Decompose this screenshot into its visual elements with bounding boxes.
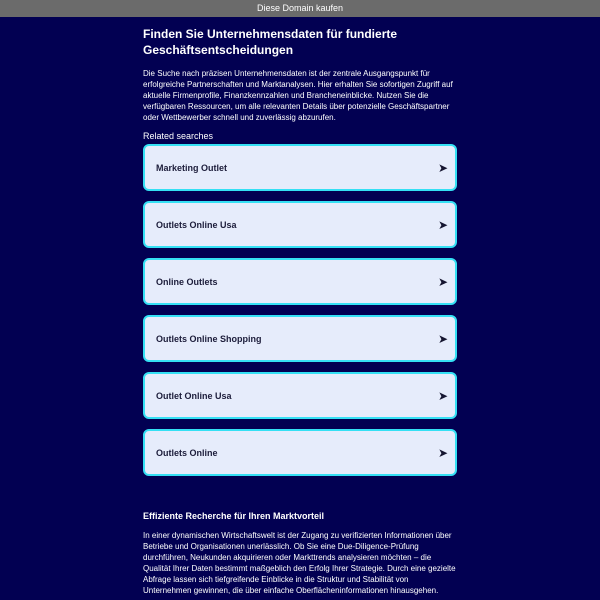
buy-domain-link[interactable]: Diese Domain kaufen xyxy=(256,3,344,13)
topbar xyxy=(0,0,600,17)
related-search-item[interactable] xyxy=(143,144,457,191)
main-content xyxy=(143,17,457,596)
related-searches-list xyxy=(143,144,457,476)
related-search-label: Outlets Online Shopping xyxy=(156,333,262,344)
section-heading: Effiziente Recherche für Ihren Marktvorteil xyxy=(143,511,325,521)
arrow-right-icon: ➤ xyxy=(437,274,448,289)
page-title: Finden Sie Unternehmensdaten für fundierte Geschäftsentscheidungen xyxy=(143,27,398,57)
related-search-item[interactable] xyxy=(143,258,457,305)
related-search-item[interactable] xyxy=(143,201,457,248)
related-search-label: Online Outlets xyxy=(156,276,218,287)
arrow-right-icon: ➤ xyxy=(437,331,448,346)
section-body: In einer dynamischen Wirtschaftswelt ist der Zugang zu verifizierten Informationen über Betriebe und Organisationen unerlässlich. Ob Sie eine Due-Diligence-Prüfung durchführen, Neukunden akquirieren oder Markttrends analysieren möchten – die Qualität Ihrer Daten bestimmt maßgeblich den Erfolg Ihrer Strategie. Durch eine gezielte Abfrage lassen sich tiefgreifende Einblicke in die Struktur und Stabilität von Unternehmen gewinnen, die über einfache Oberflächeninformationen hinausgehen. xyxy=(143,531,456,595)
intro-text: Die Suche nach präzisen Unternehmensdaten ist der zentrale Ausgangspunkt für erfolgreiche Partnerschaften und Marktanalysen. Hier erhalten Sie sofortigen Zugriff auf aktuelle Firmenprofile, Finanzkennzahlen und Brancheneinblicke. Nutzen Sie die verfügbaren Ressourcen, um alle relevanten Details über potenzielle Geschäftspartner oder Wettbewerber schnell und zuverlässig abzurufen. xyxy=(143,69,453,122)
related-search-label: Marketing Outlet xyxy=(156,162,228,173)
related-searches-label: Related searches xyxy=(143,131,214,141)
arrow-right-icon: ➤ xyxy=(437,445,448,460)
related-search-item[interactable] xyxy=(143,429,457,476)
related-search-label: Outlets Online xyxy=(156,447,218,458)
related-search-label: Outlets Online Usa xyxy=(156,219,237,230)
spacer xyxy=(143,486,457,510)
related-search-item[interactable] xyxy=(143,372,457,419)
arrow-right-icon: ➤ xyxy=(437,388,448,403)
arrow-right-icon: ➤ xyxy=(437,217,448,232)
related-search-item[interactable] xyxy=(143,315,457,362)
arrow-right-icon: ➤ xyxy=(437,160,448,175)
related-search-label: Outlet Online Usa xyxy=(156,390,232,401)
